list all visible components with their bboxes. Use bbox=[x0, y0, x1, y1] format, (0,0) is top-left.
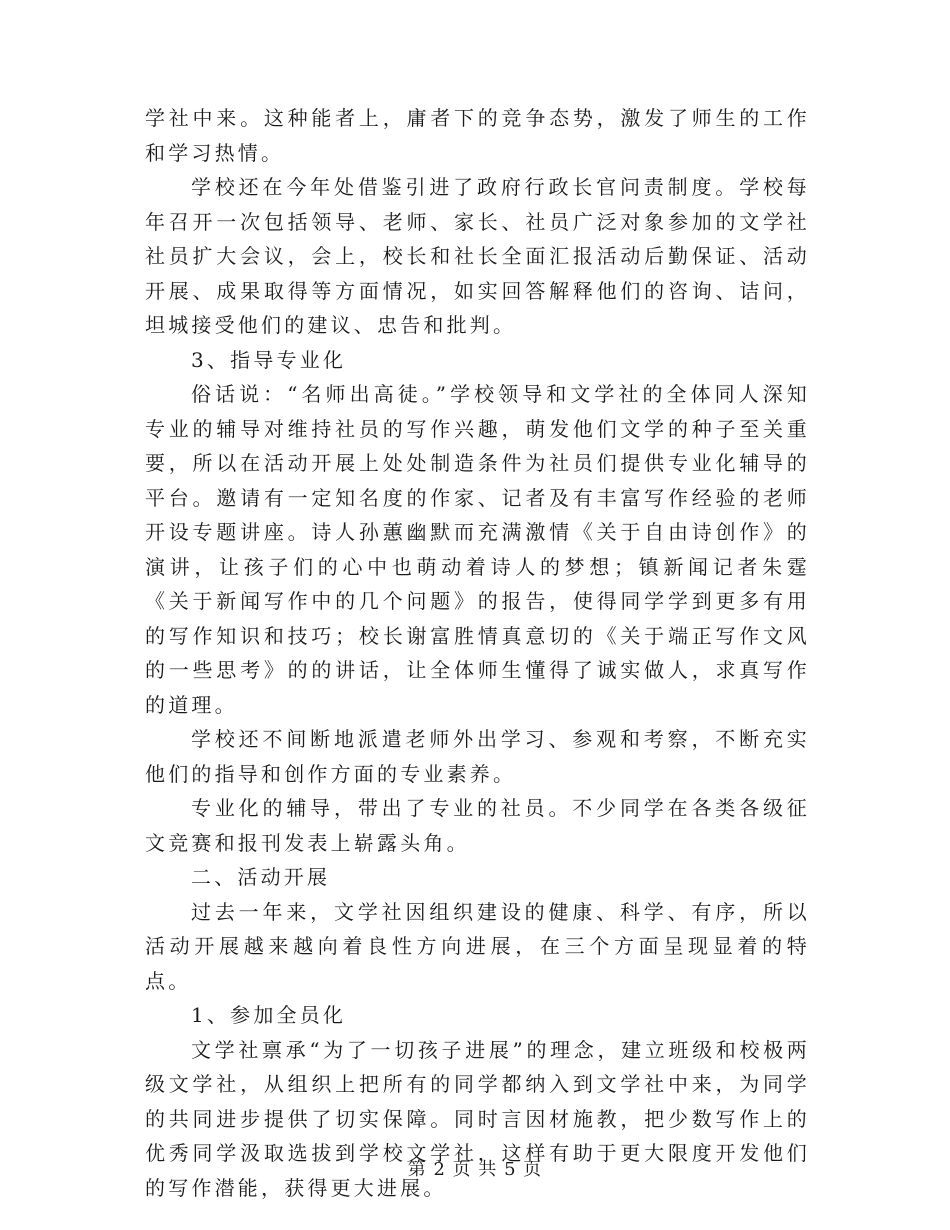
document-body bbox=[145, 101, 810, 1205]
section-heading-participation: 1、参加全员化 bbox=[191, 1003, 347, 1027]
paragraph-2: 学校还在今年处借鉴引进了政府行政长官问责制度。学校每年召开一次包括领导、老师、家长、社员广泛对象参加的文学社社员扩大会议，会上，校长和社长全面汇报活动后勤保证、活动开展、成果取得等方面情况，如实回答解释他们的咨询、诘问，坦城接受他们的建议、忠告和批判。 bbox=[145, 175, 810, 337]
paragraph-5: 学校还不间断地派遣老师外出学习、参观和考察，不断充实他们的指导和创作方面的专业素养。 bbox=[145, 727, 810, 786]
page-number-footer: 第 2 页 共 5 页 bbox=[407, 1159, 543, 1180]
section-heading-guidance: 3、指导专业化 bbox=[191, 347, 347, 372]
paragraph-8: 过去一年来，文学社因组织建设的健康、科学、有序，所以活动开展越来越向着良性方向进展，在三个方面呈现显着的特点。 bbox=[145, 899, 810, 993]
paragraph-6: 专业化的辅导，带出了专业的社员。不少同学在各类各级征文竞赛和报刊发表上崭露头角。 bbox=[145, 796, 810, 855]
paragraph-1: 学社中来。这种能者上，庸者下的竞争态势，激发了师生的工作和学习热情。 bbox=[145, 106, 810, 165]
paragraph-4: 俗话说：“名师出高徒。”学校领导和文学社的全体同人深知专业的辅导对维持社员的写作兴趣，萌发他们文学的种子至关重要，所以在活动开展上处处制造条件为社员们提供专业化辅导的平台。邀请有一定知名度的作家、记者及有丰富写作经验的老师开设专题讲座。诗人孙蕙幽默而充满激情《关于自由诗创作》的演讲，让孩子们的心中也萌动着诗人的梦想；镇新闻记者朱霆《关于新闻写作中的几个问题》的报告，使得同学学到更多有用的写作知识和技巧；校长谢富胜情真意切的《关于端正写作文风的一些思考》的的讲话，让全体师生懂得了诚实做人，求真写作的道理。 bbox=[145, 382, 810, 717]
paragraph-10: 文学社禀承“为了一切孩子进展”的理念，建立班级和校极两级文学社，从组织上把所有的同学都纳入到文学社中来，为同学的共同进步提供了切实保障。同时言因材施教，把少数写作上的优秀同学汲取选拔到学校文学社，这样有助于更大限度开发他们的写作潜能，获得更大进展。 bbox=[145, 1037, 810, 1200]
section-heading-activities: 二、活动开展 bbox=[191, 865, 331, 889]
